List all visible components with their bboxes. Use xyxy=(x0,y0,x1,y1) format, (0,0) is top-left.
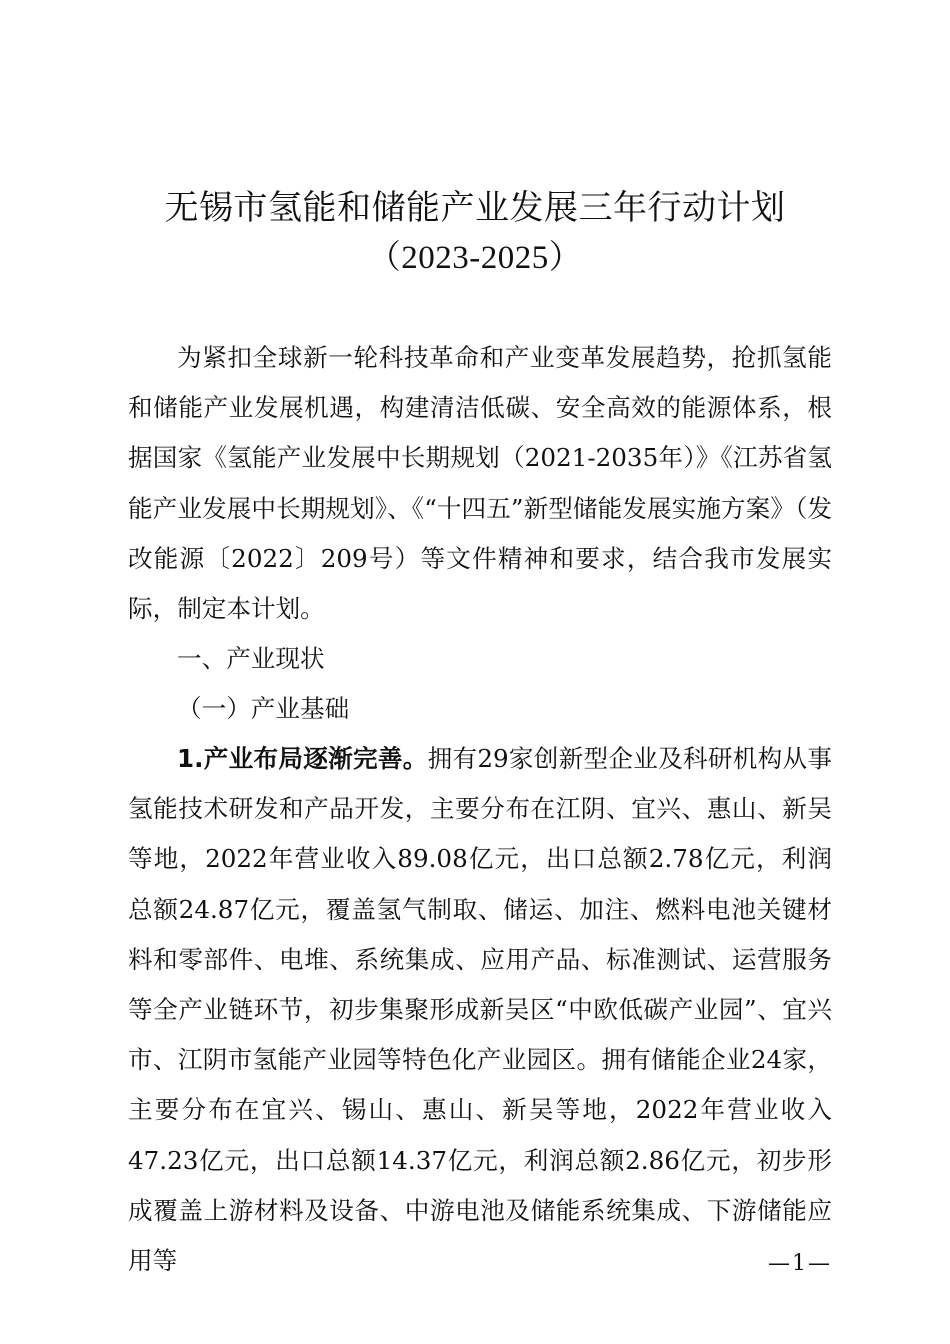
intro-paragraph: 为紧扣全球新一轮科技革命和产业变革发展趋势，抢抓氢能和储能产业发展机遇，构建清洁低碳、安全高效的能源体系，根据国家《氢能产业发展中长期规划（2021-2035年）》《江苏省氢能产业发展中长期规划》、《“十四五”新型储能发展实施方案》（发改能源〔2022〕209号）等文件精神和要求，结合我市发展实际，制定本计划。 xyxy=(128,343,832,624)
item1-lead: 1.产业布局逐渐完善。 xyxy=(177,744,428,773)
item1-text: 拥有29家创新型企业及科研机构从事氢能技术研发和产品开发，主要分布在江阴、宜兴、惠山、新吴等地，2022年营业收入89.08亿元，出口总额2.78亿元，利润总额24.87亿元，覆盖氢气制取、储运、加注、燃料电池关键材料和零部件、电堆、系统集成、应用产品、标准测试、运营服务等全产业链环节，初步集聚形成新吴区“中欧低碳产业园”、宜兴市、江阴市氢能产业园等特色化产业园区。拥有储能企业24家，主要分布在宜兴、锡山、惠山、新吴等地，2022年营业收入47.23亿元，出口总额14.37亿元，利润总额2.86亿元，初步形成覆盖上游材料及设备、中游电池及储能系统集成、下游储能应用等 xyxy=(128,744,832,1276)
subsection-heading-block xyxy=(128,684,832,734)
intro-paragraph-block xyxy=(128,333,832,634)
item1-paragraph xyxy=(128,734,832,1286)
document-subtitle: （2023-2025） xyxy=(367,240,583,276)
section-heading-block xyxy=(128,634,832,684)
item1-paragraph-block xyxy=(128,734,832,1286)
subsection-heading: （一）产业基础 xyxy=(177,694,350,723)
document-title: 无锡市氢能和储能产业发展三年行动计划 xyxy=(164,188,786,228)
section-heading: 一、产业现状 xyxy=(177,644,325,673)
page-number: —1— xyxy=(768,1251,832,1276)
